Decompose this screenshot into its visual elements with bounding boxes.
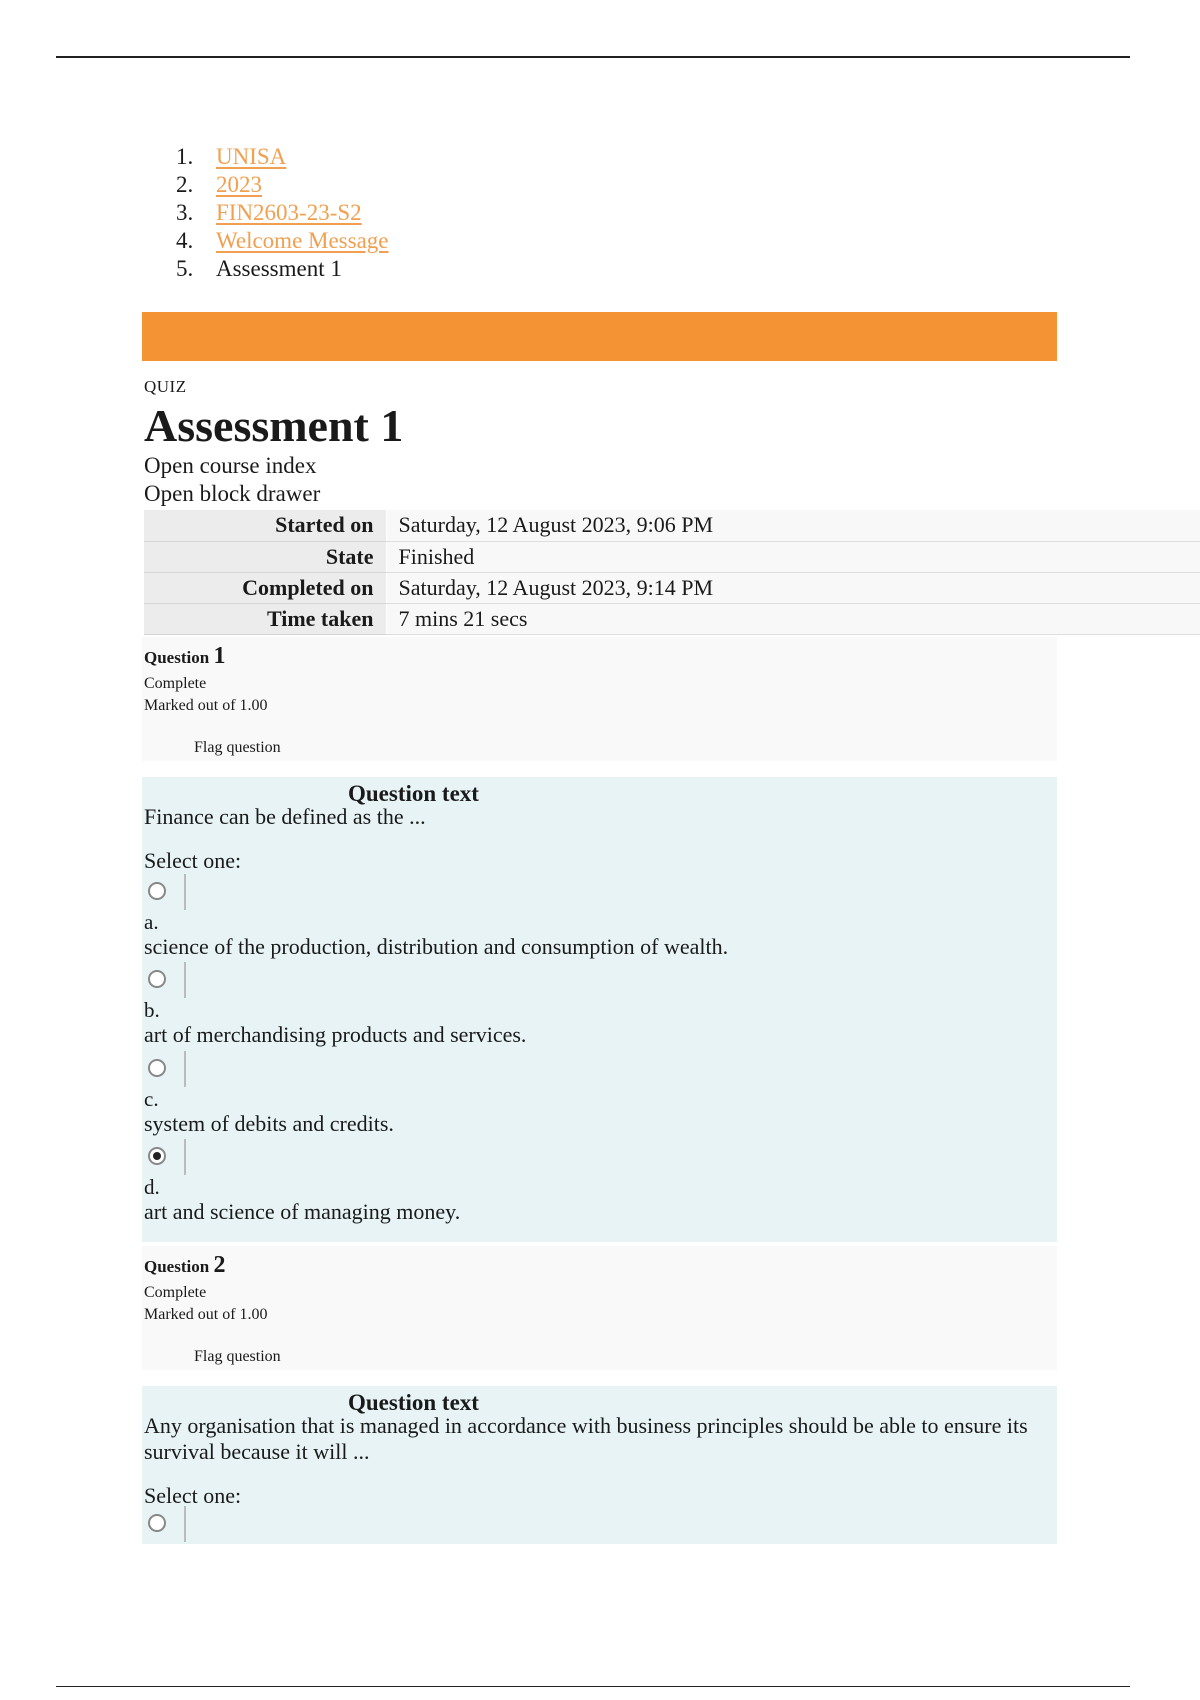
question-label: Question: [144, 1257, 210, 1276]
breadcrumb-link-year[interactable]: 2023: [216, 172, 262, 197]
breadcrumb-link-course[interactable]: FIN2603-23-S2: [216, 200, 362, 225]
option-letter: b.: [144, 998, 160, 1022]
question-grade: Marked out of 1.00: [144, 697, 268, 714]
breadcrumb-link-welcome[interactable]: Welcome Message: [216, 228, 389, 253]
breadcrumb-item-course: [176, 199, 389, 227]
option-letter: d.: [144, 1175, 160, 1199]
summary-row-state: [144, 541, 1200, 572]
radio-container: [144, 962, 186, 998]
radio-button[interactable]: [148, 1059, 166, 1077]
radio-container: [144, 1051, 186, 1087]
radio-container: [144, 1506, 186, 1542]
option-text: art of merchandising products and services.: [144, 1022, 527, 1047]
header-banner: [142, 312, 1057, 361]
radio-button[interactable]: [148, 882, 166, 900]
attempt-summary-table: [144, 510, 1200, 635]
flag-question-button[interactable]: Flag question: [194, 1348, 281, 1365]
radio-container: [144, 874, 186, 910]
breadcrumb-item-unisa: [176, 143, 389, 171]
question-number-value: 2: [213, 1252, 226, 1278]
breadcrumb-link-unisa[interactable]: UNISA: [216, 144, 287, 169]
question-1-content: [142, 777, 1057, 1242]
radio-button[interactable]: [148, 970, 166, 988]
summary-label: Completed on: [144, 572, 386, 603]
radio-button[interactable]: [148, 1514, 166, 1532]
select-one-label: Select one:: [144, 848, 242, 873]
breadcrumb-item-welcome: [176, 227, 389, 255]
summary-value: Finished: [386, 541, 1200, 572]
question-text-heading: Question text: [348, 1390, 479, 1415]
breadcrumb-number: 1.: [176, 144, 194, 169]
question-state: Complete: [144, 675, 207, 692]
radio-button-selected[interactable]: [148, 1147, 166, 1165]
page-top-rule: [56, 56, 1130, 58]
breadcrumb-number: 3.: [176, 200, 194, 225]
page-title: Assessment 1: [144, 400, 404, 451]
summary-row-time-taken: [144, 603, 1200, 634]
question-label: Question: [144, 648, 210, 667]
summary-row-completed: [144, 572, 1200, 603]
breadcrumb-item-current: [176, 255, 389, 283]
summary-value: 7 mins 21 secs: [386, 603, 1200, 634]
question-2-content: [142, 1386, 1057, 1544]
page-bottom-rule: [56, 1686, 1130, 1687]
question-state: Complete: [144, 1284, 207, 1301]
breadcrumb: [176, 143, 389, 283]
option-text: system of debits and credits.: [144, 1111, 394, 1136]
open-block-drawer-button[interactable]: Open block drawer: [144, 481, 321, 506]
activity-type-label: QUIZ: [144, 377, 187, 396]
question-number: [144, 643, 225, 670]
summary-label: Started on: [144, 510, 386, 541]
question-number: [144, 1252, 225, 1279]
summary-value: Saturday, 12 August 2023, 9:14 PM: [386, 572, 1200, 603]
question-prompt: Any organisation that is managed in accordance with business principles should be able to ensure its survival because it will ...: [144, 1413, 1028, 1464]
summary-row-started: [144, 510, 1200, 541]
option-text: science of the production, distribution and consumption of wealth.: [144, 934, 729, 959]
question-2-info: [142, 1246, 1057, 1370]
summary-label: State: [144, 541, 386, 572]
select-one-label: Select one:: [144, 1483, 242, 1508]
option-text: art and science of managing money.: [144, 1199, 461, 1224]
breadcrumb-current: Assessment 1: [216, 256, 342, 281]
summary-label: Time taken: [144, 603, 386, 634]
question-grade: Marked out of 1.00: [144, 1306, 268, 1323]
question-prompt: Finance can be defined as the ...: [144, 804, 426, 829]
open-course-index-button[interactable]: Open course index: [144, 453, 317, 478]
breadcrumb-item-year: [176, 171, 389, 199]
question-1-info: [142, 637, 1057, 761]
question-number-value: 1: [213, 643, 226, 669]
radio-container: [144, 1139, 186, 1175]
breadcrumb-number: 2.: [176, 172, 194, 197]
breadcrumb-number: 4.: [176, 228, 194, 253]
option-letter: a.: [144, 910, 159, 934]
breadcrumb-number: 5.: [176, 256, 194, 281]
flag-question-button[interactable]: Flag question: [194, 739, 281, 756]
summary-value: Saturday, 12 August 2023, 9:06 PM: [386, 510, 1200, 541]
question-text-heading: Question text: [348, 781, 479, 806]
option-letter: c.: [144, 1087, 159, 1111]
